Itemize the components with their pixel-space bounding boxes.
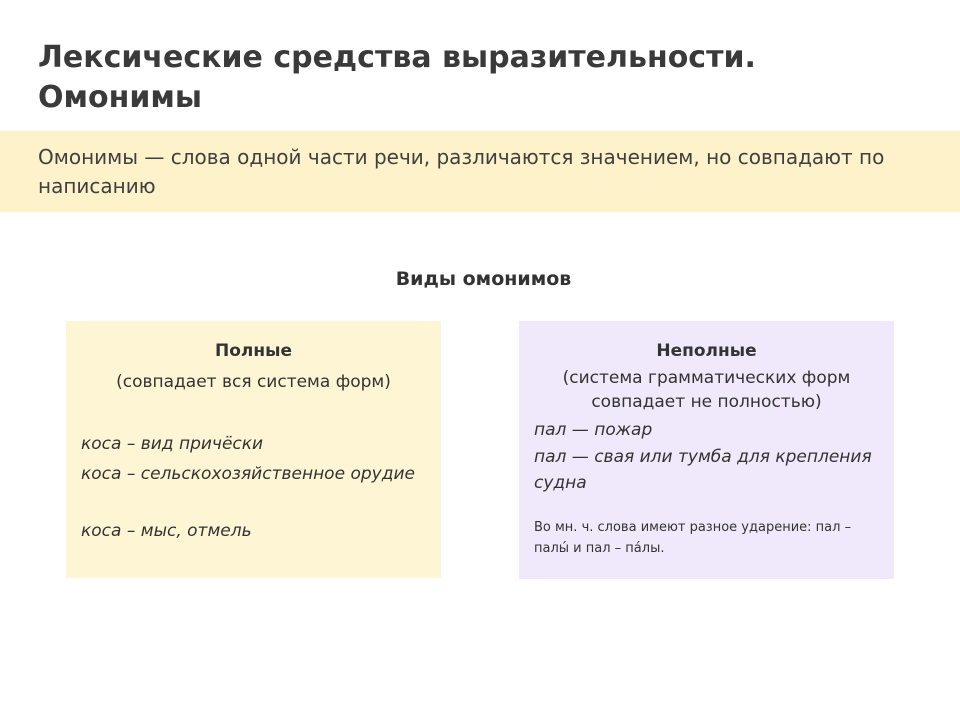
card-partial-homonyms — [519, 321, 894, 579]
example-item: пал — свая или тумба для крепления судна — [534, 447, 872, 493]
card-full-description: (совпадает вся система форм) — [116, 372, 391, 392]
slide-title: Лексические средства выразительности. Омонимы — [38, 40, 756, 115]
card-partial-description: (система грамматических форм совпадает не полностью) — [562, 368, 851, 412]
example-item: коса – мыс, отмель — [81, 521, 252, 541]
card-partial-title: Неполные — [656, 341, 757, 361]
example-item: коса – вид причёски — [81, 434, 264, 454]
stress-note: Во мн. ч. слова имеют разное ударение: пал – палы́ и пал – па́лы. — [534, 520, 852, 556]
card-full-homonyms — [66, 321, 441, 578]
example-item: коса – сельскохозяйственное орудие — [81, 464, 415, 484]
example-item: пал — пожар — [534, 420, 653, 440]
section-subtitle: Виды омонимов — [395, 268, 572, 290]
card-full-title: Полные — [214, 341, 292, 361]
definition-band — [0, 131, 960, 212]
definition-text: Омонимы — слова одной части речи, различаются значением, но совпадают по написанию — [38, 145, 885, 198]
